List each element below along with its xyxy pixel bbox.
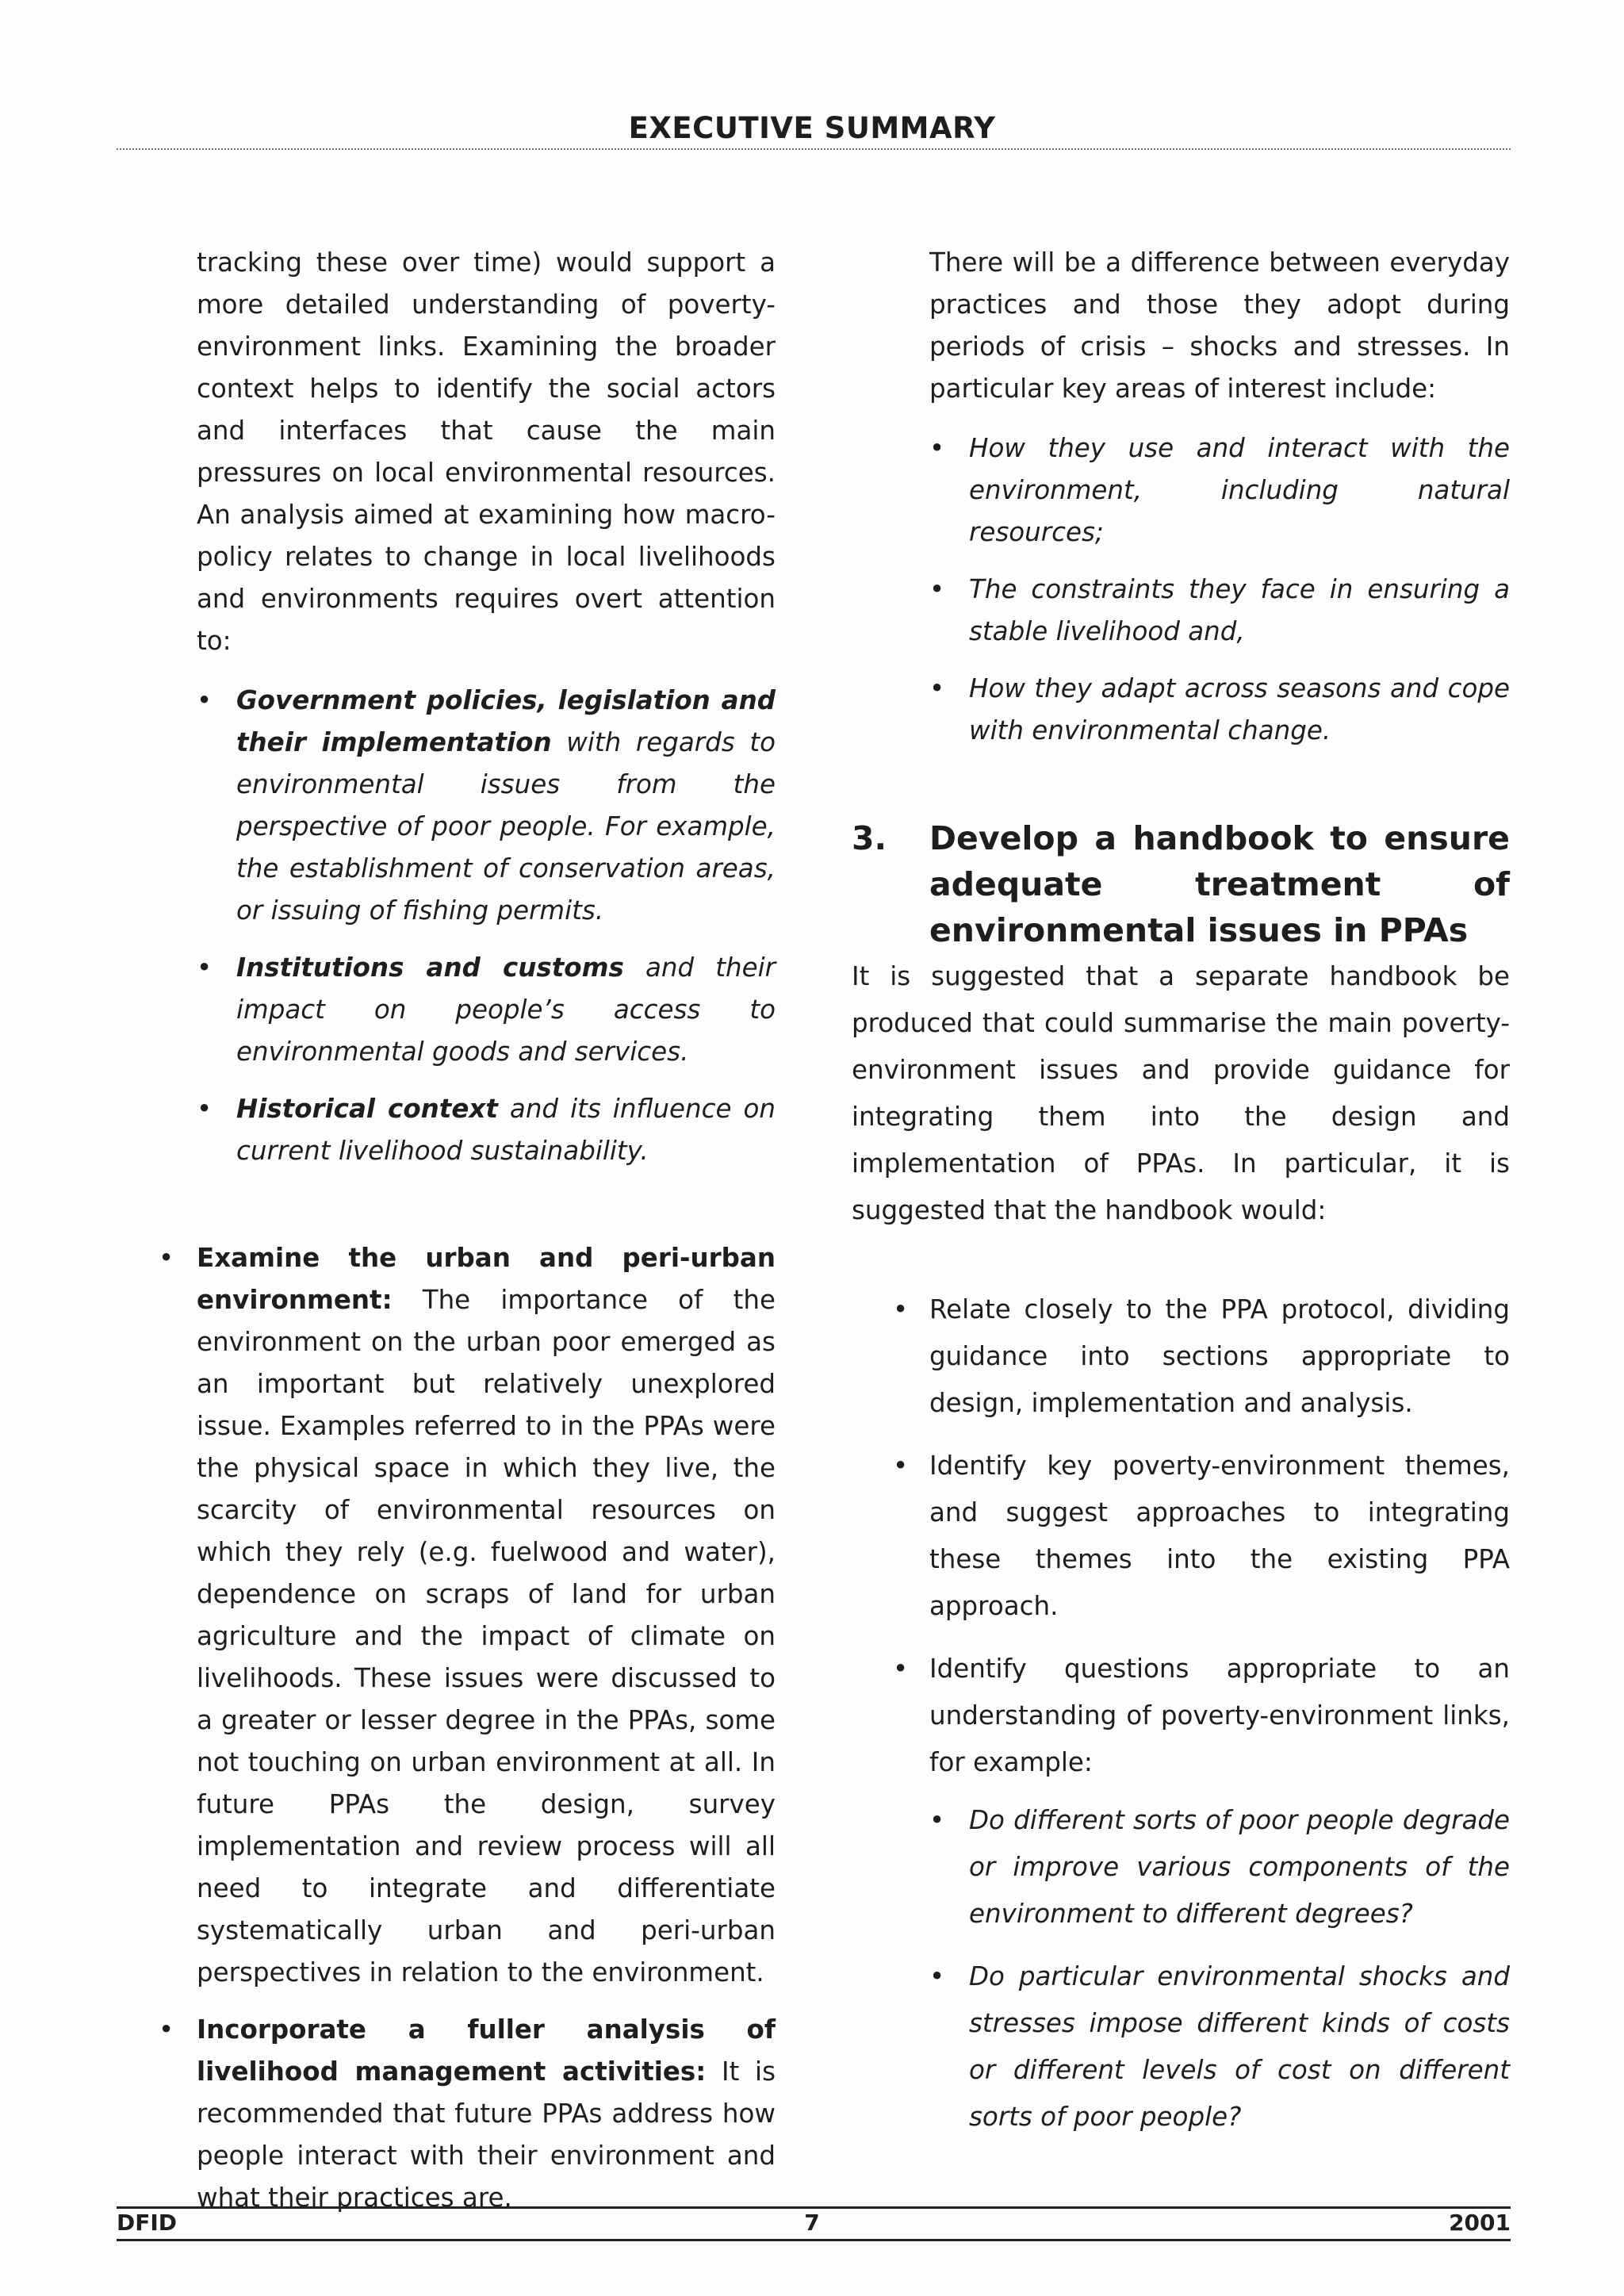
interest-list [929,427,1510,752]
list-item-text: The constraints they face in ensuring a stable livelihood and, [969,574,1510,646]
list-item [852,1443,1510,1630]
header-divider [117,148,1511,150]
bullet: • [197,953,213,983]
bullet: • [197,685,213,715]
bullet: • [893,1294,909,1324]
list-item-text: and its influence on current livelihood sustainability. [236,1094,776,1166]
section-body-paragraph: It is suggested that a separate handbook be produced that could summarise the main poverty-environment issues and provide guidance for integrating them into the design and implementation of PPAs. In particular, it is suggested that the handbook would: [852,961,1510,1225]
list-item [197,947,776,1073]
recommendation-list [159,1237,776,2219]
list-item [929,427,1510,554]
list-item [929,1953,1510,2141]
list-item-lead: Incorporate a fuller analysis of livelihood management activities: [197,2014,776,2087]
list-item-lead: Institutions and customs [236,953,624,983]
list-item-text: Identify key poverty-environment themes, and suggest approaches to integrating these themes into the existing PPA approach. [929,1451,1510,1621]
list-item-text: It is recommended that future PPAs address how people interact with their environment and what their practices are. [197,2056,776,2213]
right-column [852,242,1510,2156]
attention-list [197,680,776,1172]
footer-year: 2001 [1449,2210,1511,2236]
bullet: • [893,1451,909,1481]
question-list [929,1797,1510,2141]
left-column [159,242,776,2234]
right-intro-paragraph: There will be a difference between everyday practices and those they adopt during periods of crisis – shocks and stresses. In particular key areas of interest include: [929,247,1510,404]
list-item-text: The importance of the environment on the urban poor emerged as an important but relatively unexplored issue. Examples referred to in the PPAs were the physical space in which they live, the scarcity of environmental resources on which they rely (e.g. fuelwood and water), dependence on scraps of land for urban agriculture and the impact of climate on livelihoods. These issues were discussed to a greater or lesser degree in the PPAs, some not touching on urban environment at all. In future PPAs the design, survey implementation and review process will all need to integrate and differentiate systematically urban and peri-urban perspectives in relation to the environment. [197,1285,776,1987]
list-item [197,1088,776,1172]
section-title: Develop a handbook to ensure adequate treatment of environmental issues in PPAs [929,819,1510,949]
left-intro-paragraph: tracking these over time) would support a more detailed understanding of poverty-environment links. Examining the broader context helps to identify the social actors and interfaces that cause the main pressures on local environmental resources. An analysis aimed at examining how macro-policy relates to change in local livelihoods and environments requires overt attention to: [197,247,776,656]
bullet: • [197,1094,213,1124]
footer-bottom-rule [117,2239,1511,2241]
list-item-text: Do different sorts of poor people degrade or improve various components of the environment to different degrees? [969,1805,1510,1929]
list-item-lead: Government policies, legislation and their implementation [236,685,776,757]
page-header-title: EXECUTIVE SUMMARY [628,111,996,145]
section-heading [852,815,1510,953]
list-item-text: and their impact on people’s access to environmental goods and services. [236,953,776,1067]
list-item [929,1797,1510,1938]
bullet: • [929,1805,945,1835]
footer-organisation: DFID [117,2210,178,2236]
handbook-list [852,1286,1510,2141]
bullet: • [929,574,945,604]
footer-top-rule [117,2206,1511,2209]
bullet: • [159,2014,174,2045]
list-item-text: How they use and interact with the environment, including natural resources; [969,433,1510,547]
list-item [159,2009,776,2219]
list-item-text: Identify questions appropriate to an understanding of poverty-environment links, for example: [929,1654,1510,1777]
bullet: • [929,1961,945,1991]
list-item [852,1286,1510,1427]
list-item-text: Do particular environmental shocks and stresses impose different kinds of costs or different levels of cost on different sorts of poor people? [969,1961,1510,2132]
bullet: • [929,433,945,463]
bullet: • [893,1654,909,1684]
bullet: • [929,673,945,703]
list-item-text: How they adapt across seasons and cope with environmental change. [969,673,1510,746]
list-item [197,680,776,932]
list-item-text: Relate closely to the PPA protocol, dividing guidance into sections appropriate to design, implementation and analysis. [929,1294,1510,1418]
list-item [929,668,1510,752]
list-item-text: with regards to environmental issues from the perspective of poor people. For example, the establishment of conservation areas, or issuing of fishing permits. [236,727,776,926]
list-item-lead: Examine the urban and peri-urban environment: [197,1243,776,1315]
bullet: • [159,1243,174,1273]
list-item-lead: Historical context [236,1094,498,1124]
section-number: 3. [852,819,887,857]
list-item [159,1237,776,1994]
list-item [852,1646,1510,2141]
list-item [929,569,1510,653]
page-number: 7 [804,2210,820,2236]
